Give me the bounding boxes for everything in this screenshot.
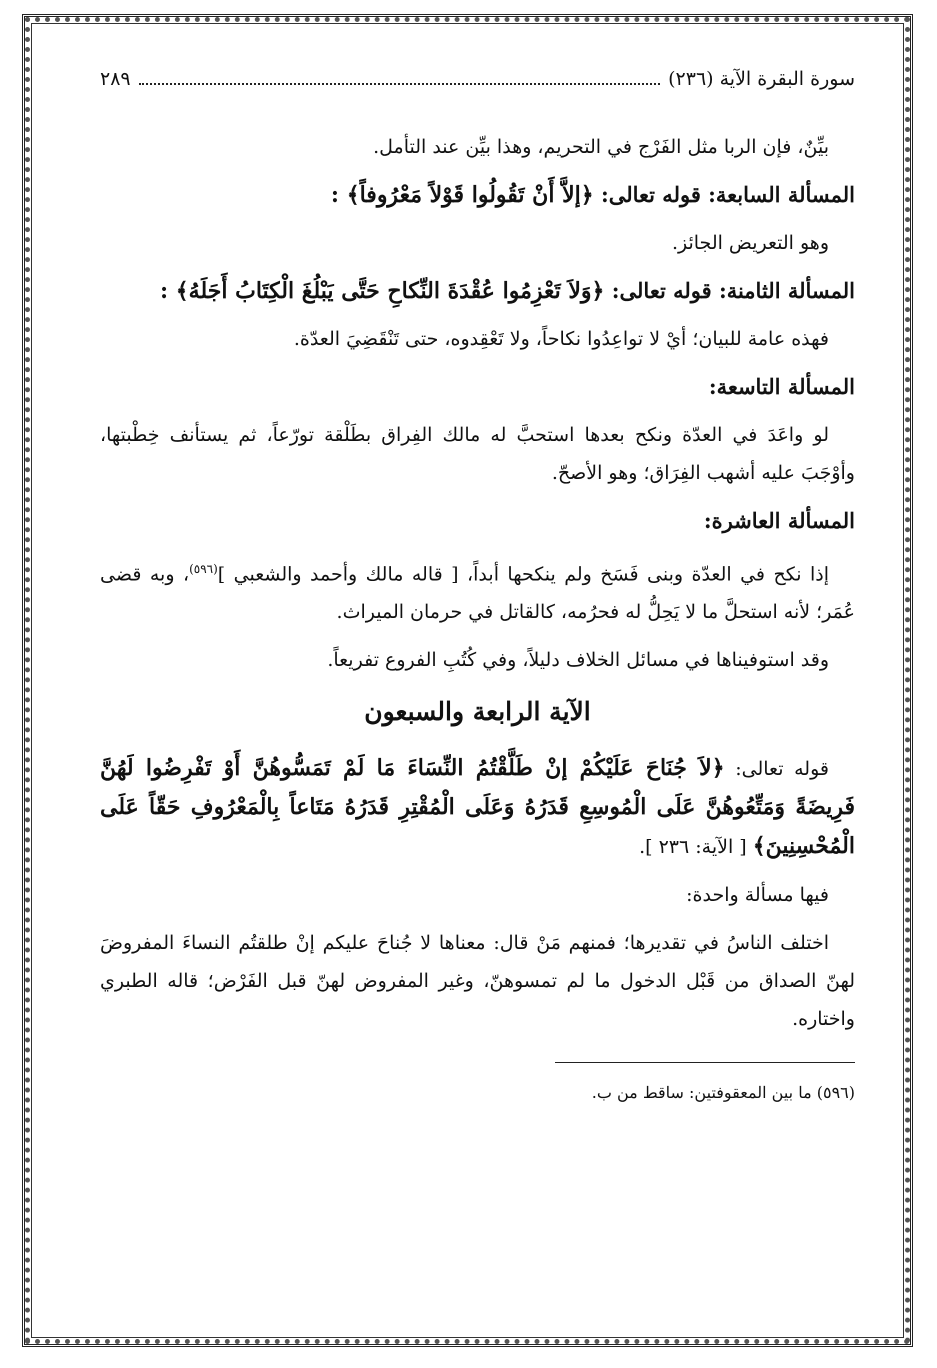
paragraph-1: بيِّنٌ، فإن الربا مثل الفَرْج في التحريم، وهذا بيِّن عند التأمل. <box>373 136 829 158</box>
dot-leader <box>139 73 660 85</box>
footnote: (٥٩٦) ما بين المعقوفتين: ساقط من ب. <box>591 1083 855 1103</box>
footnote-divider <box>555 1062 855 1063</box>
verse-reference: [ الآية: ٢٣٦ ]. <box>639 836 747 859</box>
running-head <box>100 60 855 98</box>
section-title: الآية الرابعة والسبعون <box>364 697 591 727</box>
footnote-ref: (٥٩٦) <box>189 562 218 576</box>
heading-issue-7 <box>100 176 855 214</box>
heading-label: المسألة السابعة: قوله تعالى: <box>600 182 855 207</box>
quran-verse: ﴿لاَ جُنَاحَ عَلَيْكُمْ إنْ طَلَّقْتُمُ النِّسَاءَ مَا لَمْ تَمَسُّوهُنَّ أَوْ تَفْرِضُوا لَهُنَّ فَرِيضَةً وَمَتِّعُوهُنَّ عَلَى الْمُوسِعِ قَدَرُهُ وَعَلَى الْمُقْتِرِ قَدَرُهُ مَتَاعاً بِالْمَعْرُوفِ حَقّاً عَلَى الْمُحْسِنِينَ﴾ <box>100 755 855 860</box>
paragraph-9: اختلف الناسُ في تقديرها؛ فمنهم مَنْ قال: معناها لا جُناحَ عليكم إنْ طلقتُم النساءَ المفروضَ لهنّ الصداق من قَبْل الدخول ما لم تمسوهنّ، وغير المفروض لهنّ قبل الفَرْض؛ قاله الطبري واختاره. <box>100 932 855 1031</box>
paragraph-5 <box>100 550 855 631</box>
paragraph-4: لو واعَدَ في العدّة ونكح بعدها استحبَّ له مالك الفِراق بطَلْقة تورّعاً، ثم يستأنف خِطْبتها، وأوْجَبَ عليه أشهب الفِرَاق؛ وهو الأصحّ. <box>100 424 855 484</box>
text-span: قوله تعالى: <box>735 758 829 781</box>
paragraph-2: وهو التعريض الجائز. <box>671 232 829 254</box>
paragraph-7 <box>100 749 855 866</box>
page-content <box>100 60 855 1123</box>
quran-verse: ﴿إلاَّ أَنْ تَقُولُوا قَوْلاً مَعْرُوفاً﴾ : <box>330 182 594 208</box>
surah-title: سورة البقرة الآية (٢٣٦) <box>668 68 855 90</box>
text-span: إذا نكح في العدّة وبنى فَسَخ ولم ينكحها أبداً، [ قاله مالك وأحمد والشعبي ] <box>217 563 829 586</box>
paragraph-3: فهذه عامة للبيان؛ أيْ لا تواعِدُوا نكاحاً، ولا تَعْقِدوه، حتى تَنْقَضِيَ العدّة. <box>293 328 829 350</box>
quran-verse: ﴿وَلاَ تَعْزِمُوا عُقْدَةَ النِّكاحِ حَتَّى يَبْلُغَ الْكِتَابُ أَجَلَهُ﴾ : <box>159 278 605 304</box>
heading-label: المسألة الثامنة: قوله تعالى: <box>611 278 855 303</box>
heading-issue-10: المسألة العاشرة: <box>703 508 855 533</box>
heading-issue-9: المسألة التاسعة: <box>708 374 855 399</box>
paragraph-6: وقد استوفيناها في مسائل الخلاف دليلاً، وفي كُتُبِ الفروع تفريعاً. <box>327 649 829 672</box>
heading-issue-8 <box>100 272 855 310</box>
page-number: ٢٨٩ <box>100 68 131 90</box>
paragraph-8: فيها مسألة واحدة: <box>686 884 829 907</box>
text-span: ، وبه قضى عُمَر؛ لأنه استحلَّ ما لا يَحِلُّ له فحرُمه، كالقاتل في حرمان الميراث. <box>100 563 855 624</box>
